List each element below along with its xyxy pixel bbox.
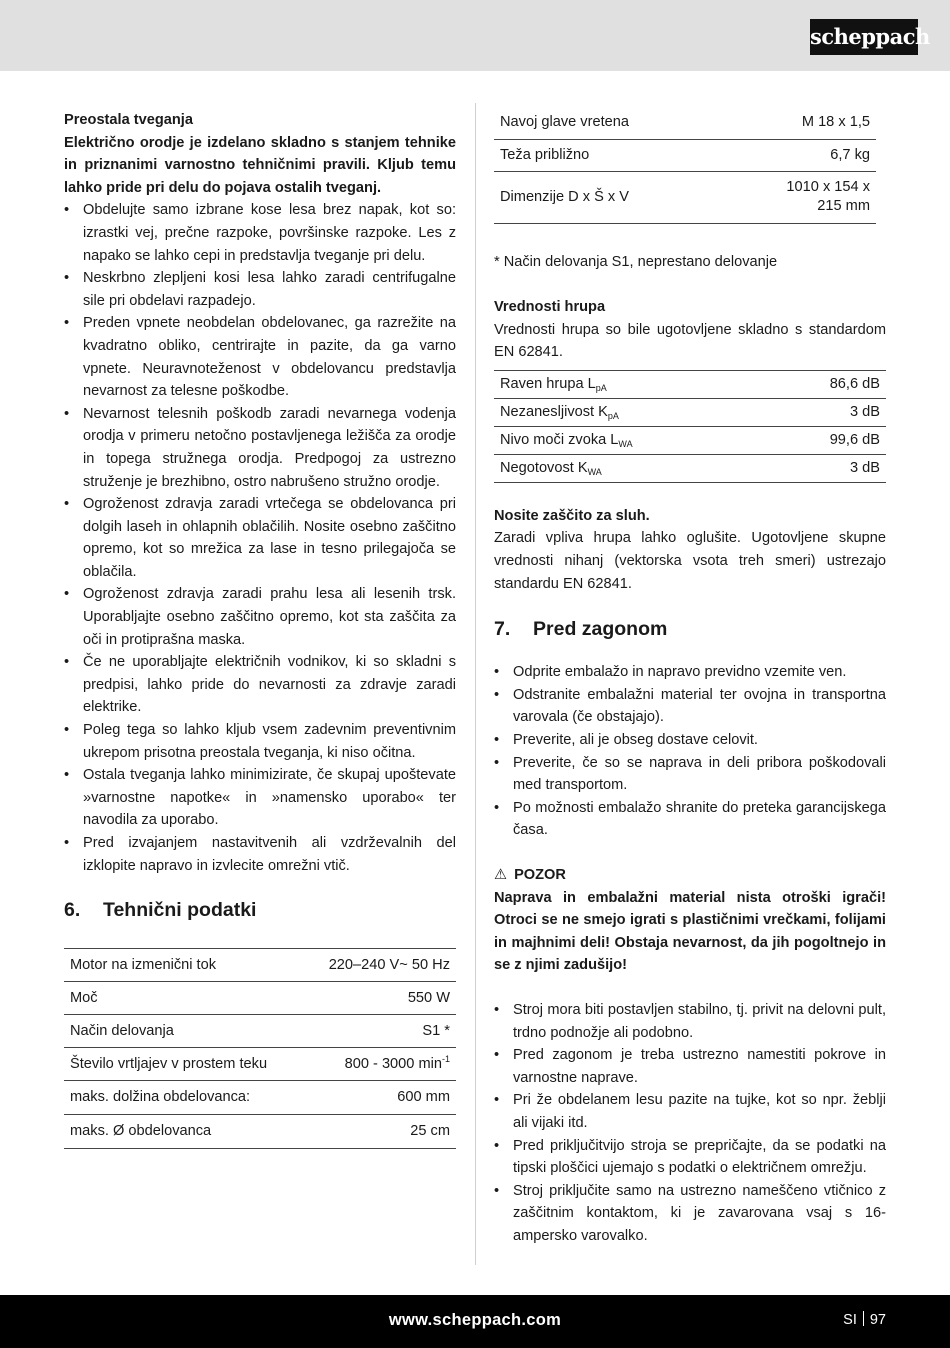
list-item: • Nevarnost telesnih poškodb zaradi nevarnega vodenja orodja v primeru netočno postavljenega ležišča za orodje in topega stružnega orodja. Predpogoj za ustrezno struženje je brezhibno, ostro nabrušeno stružno orodje. (64, 403, 456, 493)
table-row (64, 1081, 456, 1115)
list-item: • Če ne uporabljajte električnih vodnikov, ki so skladni s predpisi, lahko pride do nevarnosti za zdravje zaradi elektrike. (64, 651, 456, 719)
value-line: 215 mm (817, 198, 870, 214)
scheppach-logo: scheppach (810, 19, 918, 55)
table-label: Teža približno (494, 139, 722, 171)
table-label (494, 426, 768, 454)
section-title: Pred zagonom (533, 618, 668, 641)
table-row (494, 171, 876, 223)
list-item: • Pri že obdelanem lesu pazite na tujke, kot so npr. žeblji ali vijaki itd. (494, 1089, 886, 1134)
page-number: 97 (869, 1312, 886, 1328)
table-label: Način delovanja (64, 1015, 303, 1048)
list-item: • Preverite, če so se naprava in deli pribora poškodovali med transportom. (494, 752, 886, 797)
section-number: 7. (494, 618, 511, 641)
column-divider (475, 103, 476, 1265)
section-7-heading (494, 616, 886, 642)
language-code: SI (843, 1312, 857, 1328)
table-row (494, 107, 876, 139)
table-value: 220–240 V~ 50 Hz (303, 949, 456, 982)
noise-table (494, 370, 886, 483)
label-subscript: WA (618, 439, 633, 450)
risks-intro: Električno orodje je izdelano skladno s stanjem tehnike in priznanimi varnostno tehničnimi pravili. Kljub temu lahko pride pri delu do pojava ostalih tveganj. (64, 134, 456, 196)
table-value: 550 W (303, 982, 456, 1015)
table-label: Število vrtljajev v prostem teku (64, 1048, 303, 1081)
list-item: • Ostala tveganja lahko minimizirate, če skupaj upoštevate »varnostne napotke« in »namensko uporabo« ter navodila za uporabo. (64, 764, 456, 832)
label-text: Nivo moči zvoka L (500, 432, 619, 449)
table-row (64, 1015, 456, 1048)
table-value (303, 1048, 456, 1081)
label-text: Nezanesljivost K (500, 404, 608, 421)
table-row (494, 370, 886, 398)
table-label: Motor na izmenični tok (64, 949, 303, 982)
table-row (494, 426, 886, 454)
list-item: • Pred priključitvijo stroja se prepričajte, da se podatki na tipski ploščici ujemajo s podatki o električnem omrežju. (494, 1135, 886, 1180)
noise-text: Vrednosti hrupa so bile ugotovljene skladno s standardom EN 62841. (494, 321, 886, 361)
table-label: Moč (64, 982, 303, 1015)
table-value: 3 dB (768, 398, 886, 426)
list-item: • Ogroženost zdravja zaradi vrtečega se obdelovanca pri dolgih laseh in ohlapnih oblačilih. Nosite osebno zaščitno opremo, kot so mrežica za lase in tesno prilegajoča se oblačila. (64, 493, 456, 583)
tech-data-table (64, 948, 456, 1149)
label-subscript: pA (607, 411, 619, 422)
table-label: Navoj glave vretena (494, 107, 722, 139)
table-row (494, 139, 876, 171)
setup-list (494, 999, 886, 1248)
footer-bar (0, 1295, 950, 1348)
warning-label: POZOR (514, 867, 566, 883)
table-label (494, 370, 768, 398)
table-value (722, 171, 876, 223)
table-row (64, 982, 456, 1015)
hearing-title: Nosite zaščito za sluh. (494, 507, 650, 524)
list-item: • Po možnosti embalažo shranite do preteka garancijskega časa. (494, 797, 886, 842)
warning-heading (494, 864, 886, 887)
table-label (494, 454, 768, 482)
risks-list (64, 199, 456, 877)
table-row (494, 398, 886, 426)
table-row (64, 949, 456, 982)
value-superscript: -1 (441, 1053, 450, 1064)
value-text: 800 - 3000 min (344, 1055, 442, 1072)
table-label: maks. Ø obdelovanca (64, 1115, 303, 1149)
table-value: 3 dB (768, 454, 886, 482)
section-6-heading (64, 897, 456, 923)
table-label: Dimenzije D x Š x V (494, 171, 722, 223)
mode-note: * Način delovanja S1, neprestano delovanje (494, 253, 778, 270)
list-item: • Obdelujte samo izbrane kose lesa brez napak, kot so: izrastki vej, prečne razpoke, površinske razpoke. Les z napako se lahko cepi in predstavlja tveganje pri delu. (64, 199, 456, 267)
list-item: • Odprite embalažo in napravo previdno vzemite ven. (494, 661, 886, 684)
label-text: Raven hrupa L (500, 376, 596, 393)
table-value: 99,6 dB (768, 426, 886, 454)
section-title: Tehnični podatki (103, 899, 257, 922)
list-item: • Poleg tega so lahko kljub vsem zadevnim preventivnim ukrepom prisotna preostala tveganja, ki niso očitna. (64, 719, 456, 764)
tech-data-table-continued (494, 107, 876, 224)
page-separator (863, 1311, 864, 1326)
footer-url: www.scheppach.com (388, 1311, 562, 1329)
table-value: 25 cm (303, 1115, 456, 1149)
right-column (494, 107, 886, 1248)
noise-title: Vrednosti hrupa (494, 299, 606, 316)
label-subscript: pA (595, 383, 607, 394)
table-value: 600 mm (303, 1081, 456, 1115)
table-row (64, 1115, 456, 1149)
table-value: 86,6 dB (768, 370, 886, 398)
table-value: M 18 x 1,5 (722, 107, 876, 139)
start-list (494, 661, 886, 842)
value-line: 1010 x 154 x (786, 179, 870, 195)
list-item: • Neskrbno zlepljeni kosi lesa lahko zaradi centrifugalne sile pri obdelavi razpadejo. (64, 267, 456, 312)
list-item: • Stroj priključite samo na ustrezno nameščeno vtičnico z zaščitnim kontaktom, ki je zavarovana vsaj s 16-ampersko varovalko. (494, 1180, 886, 1248)
table-row (494, 454, 886, 482)
list-item: • Pred zagonom je treba ustrezno namestiti pokrove in varnostne naprave. (494, 1044, 886, 1089)
list-item: • Ogroženost zdravja zaradi prahu lesa ali lesenih trsk. Uporabljajte osebno zaščitno opremo, kot sta zaščita za oči in protiprašna maska. (64, 583, 456, 651)
page-indicator (843, 1308, 886, 1332)
table-value: 6,7 kg (722, 139, 876, 171)
label-subscript: WA (587, 467, 602, 478)
warning-triangle-icon: ⚠ (494, 867, 508, 883)
table-label: maks. dolžina obdelovanca: (64, 1081, 303, 1115)
left-column (64, 109, 456, 1149)
list-item: • Preverite, ali je obseg dostave celovit. (494, 729, 886, 752)
table-row (64, 1048, 456, 1081)
list-item: • Odstranite embalažni material ter ovojna in transportna varovala (če obstajajo). (494, 684, 886, 729)
warning-text: Naprava in embalažni material nista otroški igrači! Otroci se ne smejo igrati s plastičnimi vrečkami, folijami in majhnimi deli! Obstaja nevarnost, da jih pogoltnejo in se z njimi zadušijo! (494, 889, 886, 974)
table-value: S1 * (303, 1015, 456, 1048)
list-item: • Pred izvajanjem nastavitvenih ali vzdrževalnih del izklopite napravo in izvlecite omrežni vtič. (64, 832, 456, 877)
label-text: Negotovost K (500, 460, 588, 477)
hearing-text: Zaradi vpliva hrupa lahko oglušite. Ugotovljene skupne vrednosti nihanj (vektorska vsota treh smeri) ustrezajo standardu EN 62841. (494, 530, 886, 592)
risks-title: Preostala tveganja (64, 112, 193, 128)
list-item: • Preden vpnete neobdelan obdelovanec, ga razrežite na kvadratno obliko, centrirajte in pazite, da ga varno vpnete. Neuravnoteženost v obdelovancu predstavlja nevarnost za telesne poškodbe. (64, 312, 456, 402)
section-number: 6. (64, 899, 81, 922)
table-label (494, 398, 768, 426)
list-item: • Stroj mora biti postavljen stabilno, tj. privit na delovni pult, trdno podnožje ali podobno. (494, 999, 886, 1044)
header-bar (0, 0, 950, 71)
